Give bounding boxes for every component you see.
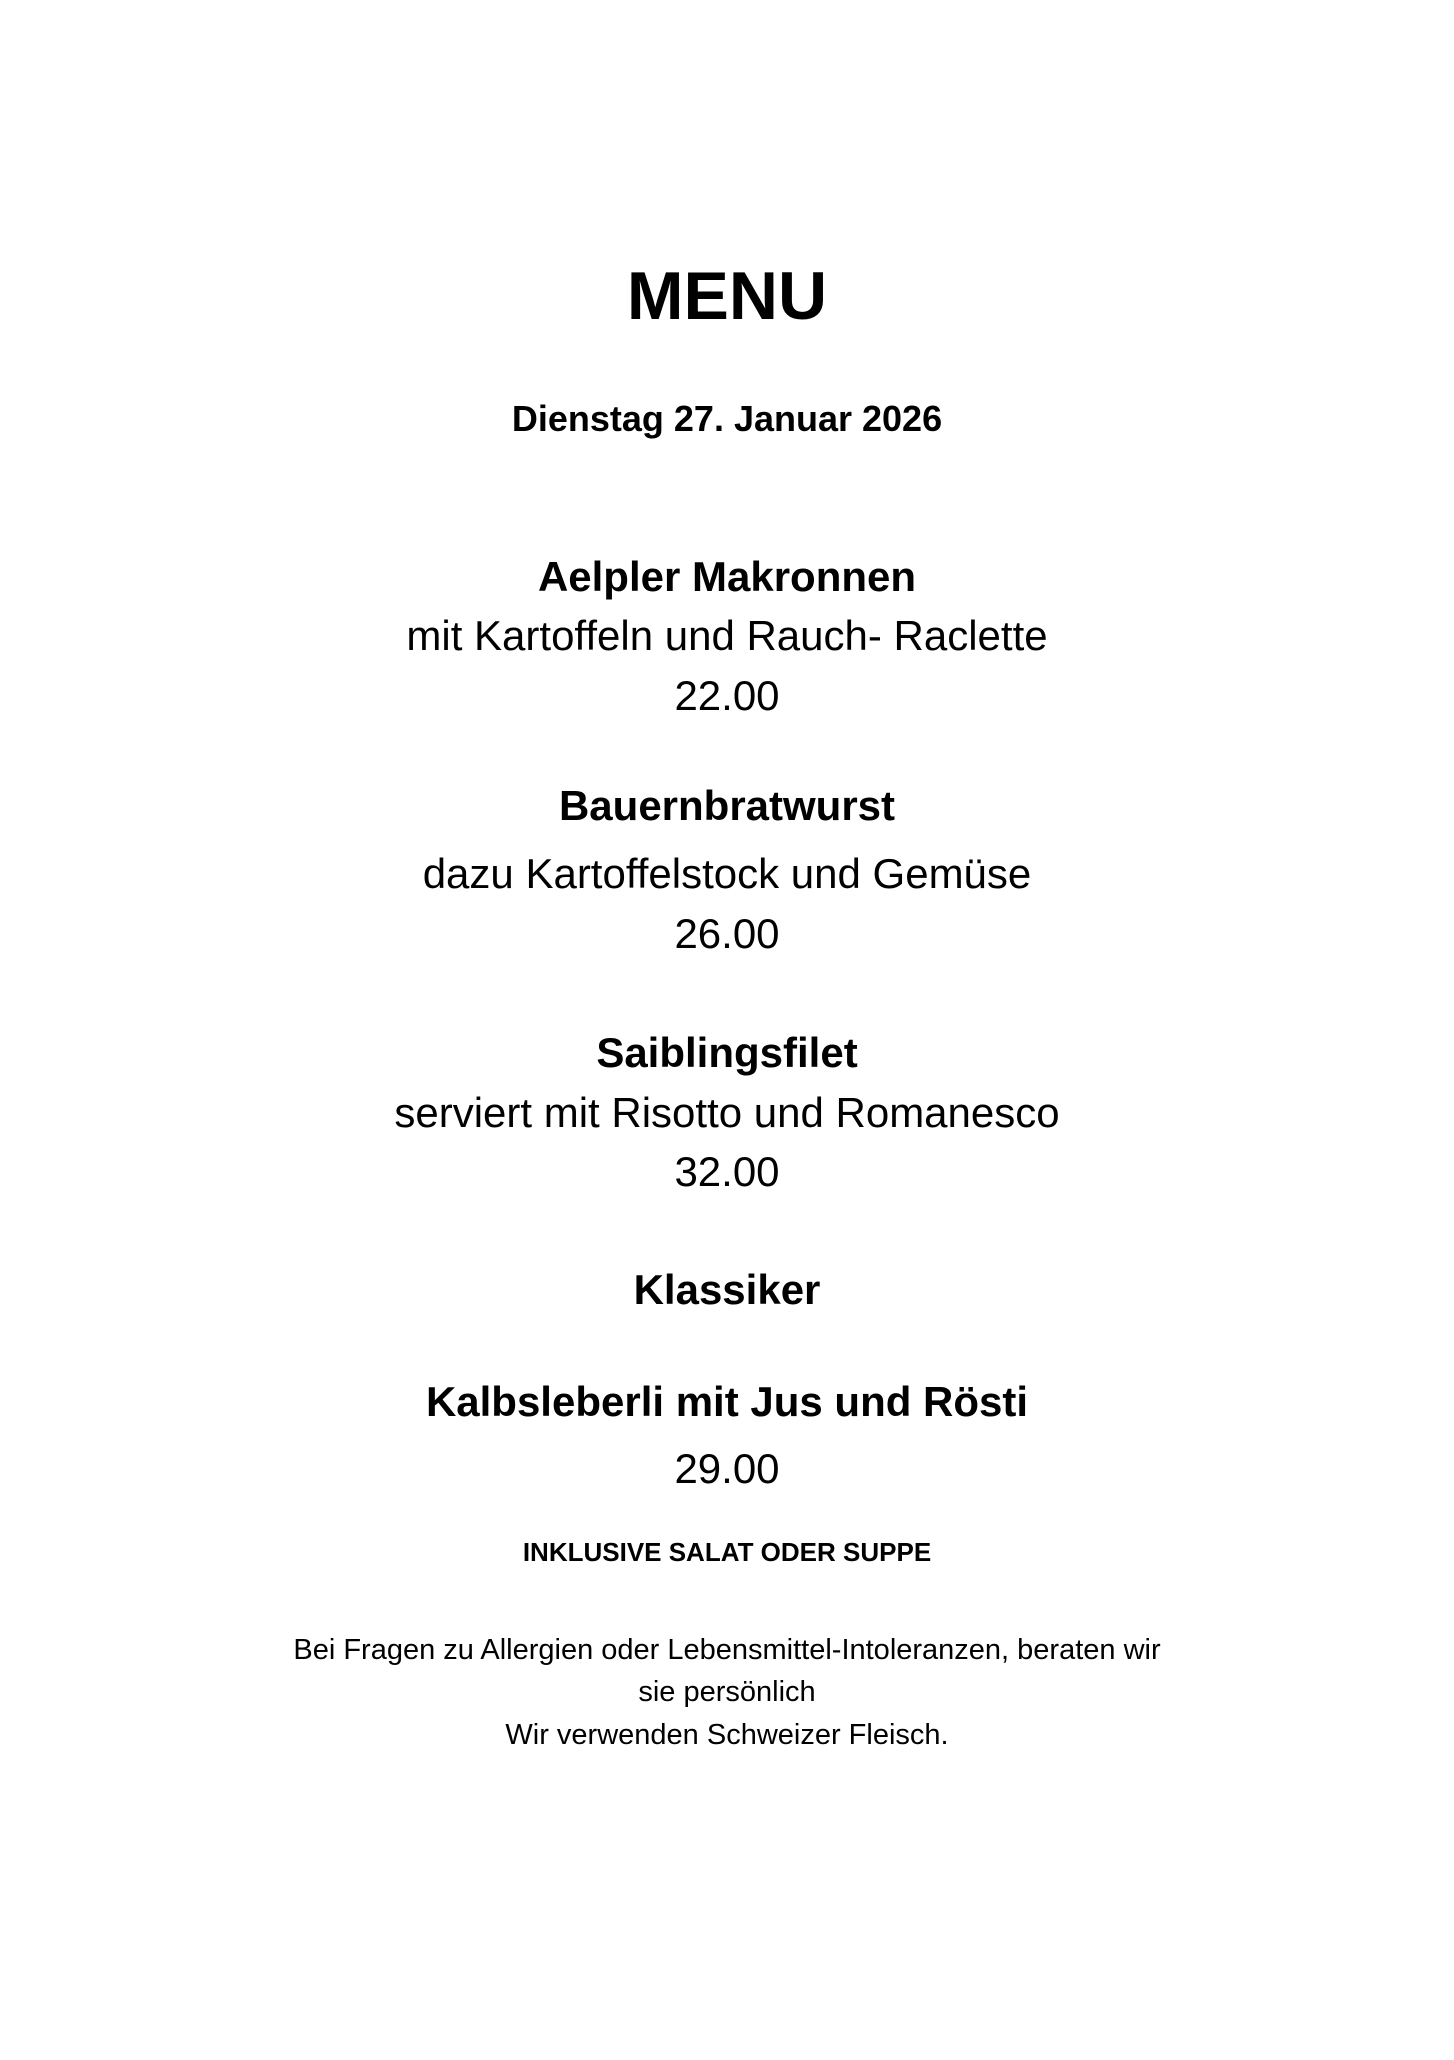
- dish-description: serviert mit Risotto und Romanesco: [394, 1089, 1060, 1136]
- dish-price: 22.00: [674, 672, 780, 719]
- dish-price: 32.00: [674, 1148, 780, 1195]
- section-heading: Klassiker: [633, 1266, 821, 1313]
- meat-origin-note: Wir verwenden Schweizer Fleisch.: [505, 1719, 949, 1751]
- dish-description: mit Kartoffeln und Rauch- Raclette: [406, 612, 1048, 659]
- allergy-note-continued: sie persönlich: [638, 1676, 816, 1708]
- classic-dish-name: Kalbsleberli mit Jus und Rösti: [425, 1378, 1029, 1425]
- classic-dish-price: 29.00: [674, 1445, 780, 1492]
- dish-name: Aelpler Makronnen: [537, 553, 917, 600]
- dish-name: Bauernbratwurst: [558, 782, 896, 829]
- dish-name: Saiblingsfilet: [596, 1029, 858, 1076]
- menu-date: Dienstag 27. Januar 2026: [511, 398, 943, 439]
- menu-title: MENU: [626, 258, 828, 334]
- allergy-note: Bei Fragen zu Allergien oder Lebensmittel-Intoleranzen, beraten wir: [293, 1634, 1161, 1666]
- dish-price: 26.00: [674, 910, 780, 957]
- inclusive-note: INKLUSIVE SALAT ODER SUPPE: [522, 1537, 932, 1567]
- dish-description: dazu Kartoffelstock und Gemüse: [422, 850, 1032, 897]
